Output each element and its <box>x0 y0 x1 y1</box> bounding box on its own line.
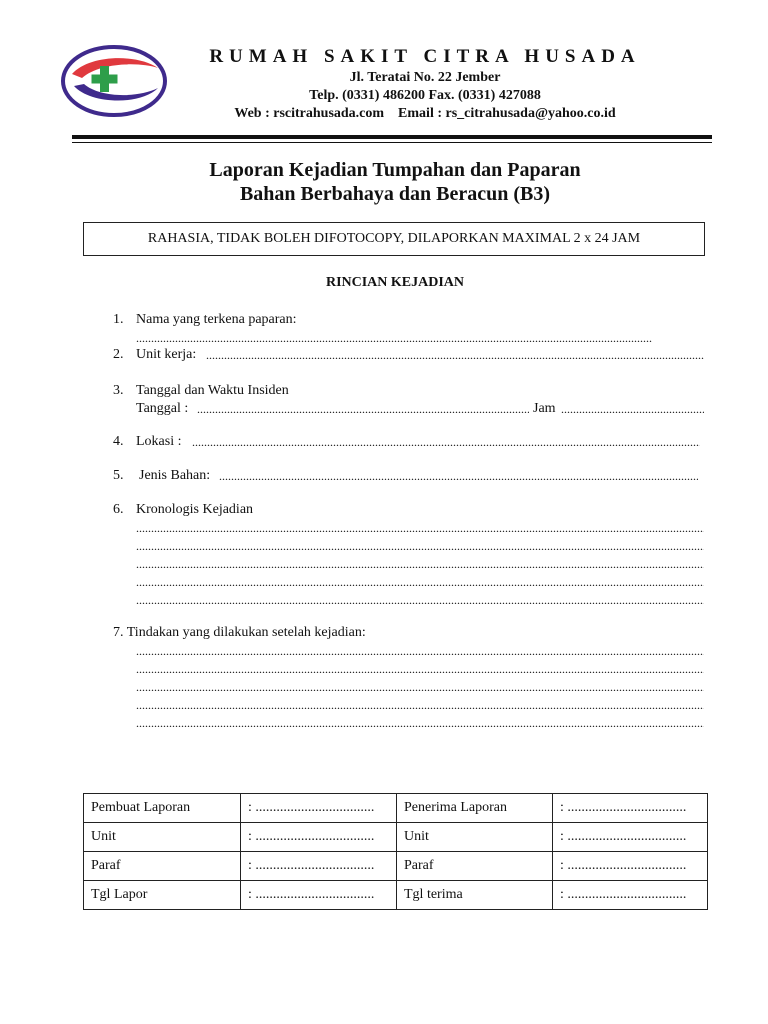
item-3-jam-label: Jam <box>533 401 556 416</box>
item-6-number: 6. <box>113 502 124 517</box>
table-cell-value[interactable]: : .................................. <box>553 881 708 910</box>
confidential-notice: RAHASIA, TIDAK BOLEH DIFOTOCOPY, DILAPORKAN MAXIMAL 2 x 24 JAM <box>83 222 705 256</box>
item-1-number: 1. <box>113 312 124 327</box>
item-5-number: 5. <box>113 468 124 483</box>
table-cell-label: Paraf <box>397 852 553 881</box>
item-6-line-4[interactable] <box>136 576 704 588</box>
item-4-label: Lokasi : <box>136 434 182 449</box>
table-cell-label: Tgl terima <box>397 881 553 910</box>
item-7-line-2[interactable] <box>136 663 704 675</box>
item-2-answer-line[interactable] <box>206 349 704 361</box>
table-row <box>84 823 708 852</box>
table-cell-label: Unit <box>397 823 553 852</box>
document-title-line2: Bahan Berbahaya dan Beracun (B3) <box>239 183 551 205</box>
table-cell-value[interactable]: : .................................. <box>553 794 708 823</box>
table-cell-value[interactable]: : .................................. <box>241 823 397 852</box>
item-6-line-1[interactable] <box>136 522 704 534</box>
table-cell-label: Tgl Lapor <box>84 881 241 910</box>
table-cell-label: Penerima Laporan <box>397 794 553 823</box>
table-row <box>84 852 708 881</box>
table-row <box>84 881 708 910</box>
hospital-web-email: Web : rscitrahusada.com Email : rs_citrahusada@yahoo.co.id <box>234 106 616 121</box>
table-cell-label: Unit <box>84 823 241 852</box>
item-3-tanggal-line[interactable] <box>197 403 529 415</box>
item-1-answer-line[interactable] <box>136 332 652 344</box>
item-3-jam-line[interactable] <box>561 403 704 415</box>
item-7-line-1[interactable] <box>136 645 704 657</box>
item-6-label: Kronologis Kejadian <box>136 502 254 517</box>
hospital-cross-logo-icon <box>60 44 168 118</box>
table-cell-value[interactable]: : .................................. <box>553 823 708 852</box>
item-1-label: Nama yang terkena paparan: <box>136 312 297 327</box>
signature-table <box>83 793 708 910</box>
item-7-line-4[interactable] <box>136 699 704 711</box>
item-4-answer-line[interactable] <box>192 436 700 448</box>
item-6-line-5[interactable] <box>136 594 704 606</box>
header-divider-thick <box>72 135 712 139</box>
table-cell-value[interactable]: : .................................. <box>241 852 397 881</box>
header-divider-thin <box>72 142 712 143</box>
item-6-line-3[interactable] <box>136 558 704 570</box>
item-7-line-3[interactable] <box>136 681 704 693</box>
item-5-answer-line[interactable] <box>219 470 698 482</box>
table-cell-value[interactable]: : .................................. <box>241 794 397 823</box>
item-4-number: 4. <box>113 434 124 449</box>
table-cell-value[interactable]: : .................................. <box>553 852 708 881</box>
item-3-tanggal-label: Tanggal : <box>136 401 189 416</box>
section-title: RINCIAN KEJADIAN <box>325 275 465 290</box>
item-7-line-5[interactable] <box>136 717 704 729</box>
item-2-label: Unit kerja: <box>136 347 197 362</box>
item-3-label: Tanggal dan Waktu Insiden <box>136 383 289 398</box>
item-5-label: Jenis Bahan: <box>139 468 211 483</box>
document-title-line1: Laporan Kejadian Tumpahan dan Paparan <box>209 159 581 181</box>
item-3-number: 3. <box>113 383 124 398</box>
item-2-number: 2. <box>113 347 124 362</box>
hospital-address: Jl. Teratai No. 22 Jember <box>349 70 501 85</box>
item-7-label: 7. Tindakan yang dilakukan setelah kejadian: <box>113 625 366 640</box>
table-row <box>84 794 708 823</box>
hospital-phone: Telp. (0331) 486200 Fax. (0331) 427088 <box>309 88 541 103</box>
table-cell-label: Paraf <box>84 852 241 881</box>
hospital-name: RUMAH SAKIT CITRA HUSADA <box>209 46 641 67</box>
table-cell-label: Pembuat Laporan <box>84 794 241 823</box>
item-6-line-2[interactable] <box>136 540 704 552</box>
table-cell-value[interactable]: : .................................. <box>241 881 397 910</box>
